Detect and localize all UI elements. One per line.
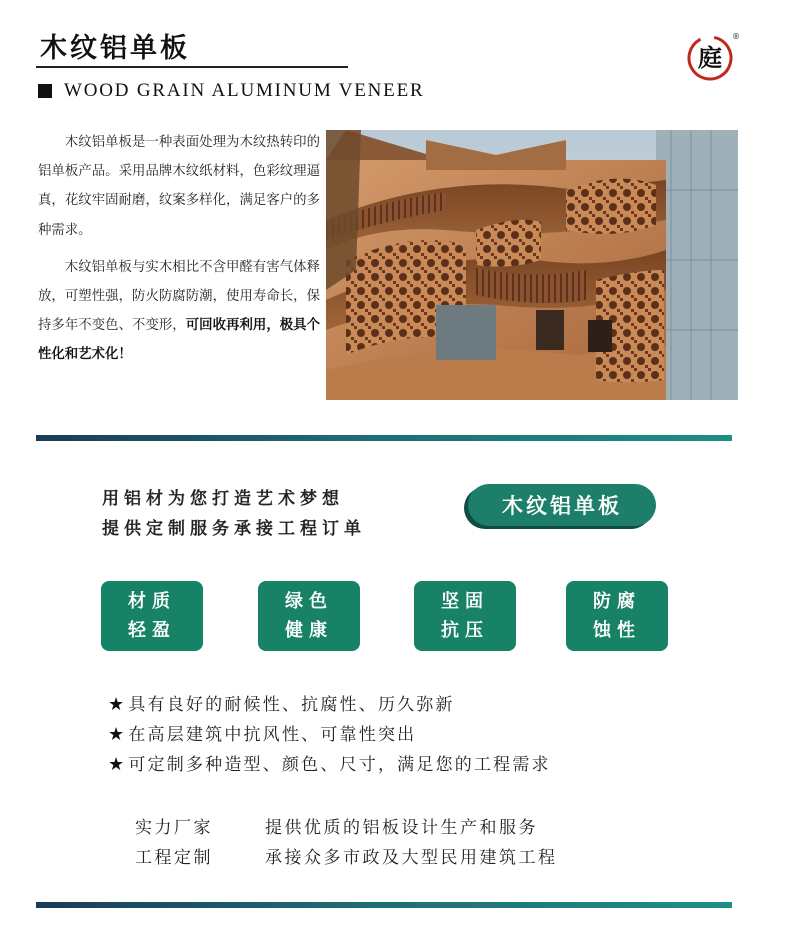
intro-paragraph-1: 木纹铝单板是一种表面处理为木纹热转印的铝单板产品。采用品牌木纹纸材料，色彩纹理逼真，花纹牢固耐磨，纹案多样化，满足客户的多种需求。 (38, 135, 320, 238)
fact-row (135, 813, 558, 843)
page-subtitle-en: WOOD GRAIN ALUMINUM VENEER (64, 80, 425, 101)
fact-key: 实力厂家 (135, 818, 213, 838)
feature-tile-anticorrosion (566, 581, 668, 651)
fact-key: 工程定制 (135, 848, 213, 868)
registered-mark: ® (732, 32, 740, 41)
benefit-text: 具有良好的耐候性、抗腐性、历久弥新 (128, 695, 455, 715)
company-facts (135, 813, 558, 873)
star-icon: ★ (108, 724, 127, 745)
list-item (108, 690, 551, 720)
feature-line: 绿色 (285, 591, 333, 612)
star-icon: ★ (108, 754, 127, 775)
feature-tile-strong (414, 581, 516, 651)
feature-tile-lightweight (101, 581, 203, 651)
feature-line: 坚固 (441, 591, 489, 612)
benefit-text: 在高层建筑中抗风性、可靠性突出 (128, 725, 417, 745)
fact-value: 提供优质的铝板设计生产和服务 (265, 818, 538, 838)
logo-glyph: 庭 (698, 43, 722, 72)
feature-tile-green (258, 581, 360, 651)
page-title: 木纹铝单板 (40, 33, 190, 64)
wood-facade-illustration (326, 130, 738, 400)
slogan-line-1: 用铝材为您打造艺术梦想 (102, 489, 344, 509)
section-divider-bottom (36, 902, 732, 908)
intro-paragraph-2 (38, 253, 320, 370)
list-item (108, 750, 551, 780)
feature-line: 蚀性 (593, 620, 641, 641)
feature-line: 防腐 (593, 591, 641, 612)
section-divider-top (36, 435, 732, 441)
star-icon: ★ (108, 694, 127, 715)
fact-row (135, 843, 558, 873)
benefit-text: 可定制多种造型、颜色、尺寸，满足您的工程需求 (128, 755, 551, 775)
list-item (108, 720, 551, 750)
brand-logo (686, 34, 734, 82)
intro-text (38, 128, 320, 370)
fact-value: 承接众多市政及大型民用建筑工程 (265, 848, 558, 868)
product-badge: 木纹铝单板 (468, 484, 656, 526)
feature-line: 材质 (128, 591, 176, 612)
feature-line: 抗压 (441, 620, 489, 641)
feature-line: 健康 (285, 620, 333, 641)
slogan-line-2: 提供定制服务承接工程订单 (102, 519, 366, 539)
building-photo (326, 130, 738, 400)
intro-paragraph-2-bold: 可回收再利用，极具个性化和艺术化！ (38, 317, 320, 363)
intro-paragraph-2-normal: 木纹铝单板与实木相比不含甲醛有害气体释放，可塑性强，防火防腐防潮，使用寿命长，保持多年不变色、不变形， (38, 259, 320, 334)
benefit-list (108, 690, 551, 780)
square-bullet-icon (38, 84, 52, 98)
feature-line: 轻盈 (128, 620, 176, 641)
title-underline (36, 66, 348, 68)
